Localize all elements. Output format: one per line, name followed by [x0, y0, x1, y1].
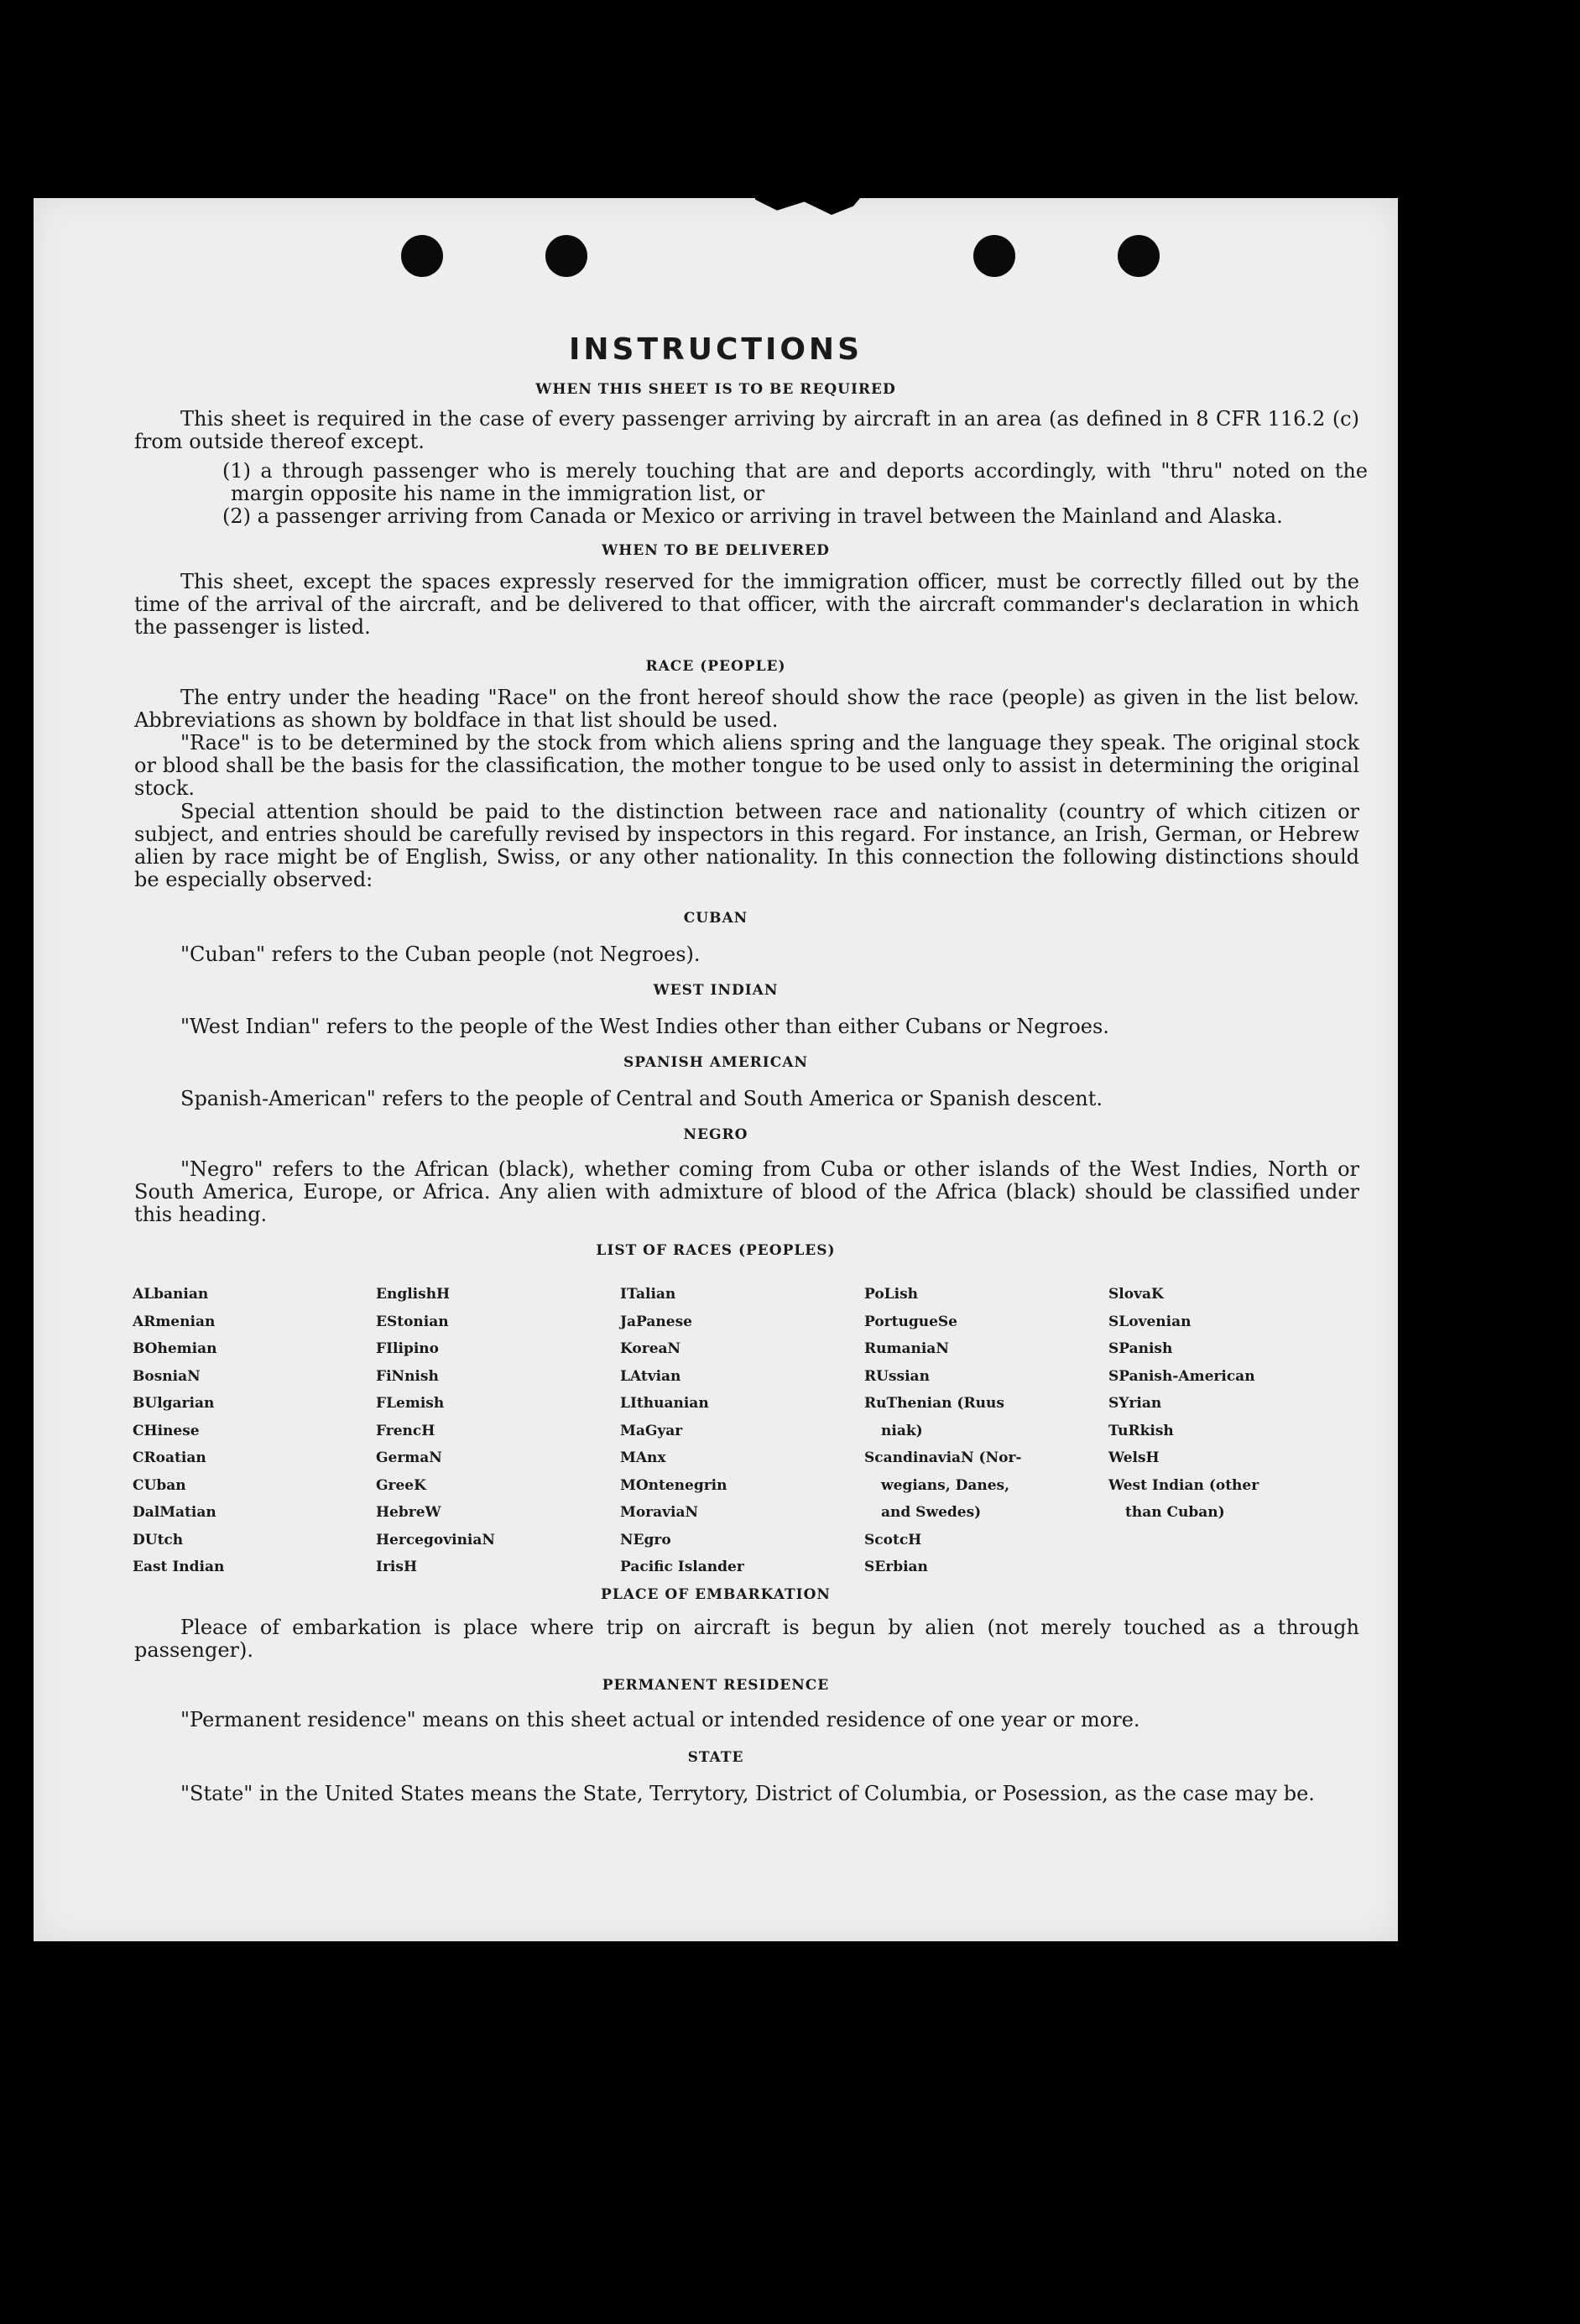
- para-residence: "Permanent residence" means on this sheet actual or intended residence of one year or more.: [180, 1708, 1140, 1731]
- document-sheet: [34, 198, 1398, 1941]
- race-entry: East Indian: [133, 1559, 225, 1575]
- race-entry: IrisH: [376, 1559, 417, 1575]
- race-entry: DalMatian: [133, 1504, 216, 1521]
- race-entry: LAtvian: [620, 1367, 681, 1385]
- race-entry: and Swedes): [881, 1504, 982, 1521]
- race-entry: DUtch: [133, 1531, 184, 1548]
- heading-spanish-american: SPANISH AMERICAN: [623, 1054, 809, 1071]
- race-entry: WelsH: [1108, 1449, 1160, 1466]
- punch-hole: [401, 235, 443, 277]
- race-entry: FiNnish: [376, 1367, 439, 1385]
- para-spanish-american: Spanish-American" refers to the people of Central and South America or Spanish descent.: [180, 1087, 1103, 1110]
- race-entry: GermaN: [376, 1449, 442, 1466]
- heading-when-delivered: WHEN TO BE DELIVERED: [602, 542, 830, 559]
- race-entry: LIthuanian: [620, 1395, 709, 1412]
- race-entry: BOhemian: [133, 1340, 217, 1357]
- race-entry: ScandinaviaN (Nor-: [864, 1449, 1022, 1466]
- document-title: INSTRUCTIONS: [569, 332, 863, 367]
- race-entry: SPanish-American: [1108, 1367, 1255, 1385]
- race-entry: wegians, Danes,: [881, 1476, 1009, 1494]
- heading-negro: NEGRO: [683, 1126, 748, 1143]
- race-entry: niak): [881, 1422, 923, 1439]
- race-entry: RumaniaN: [864, 1340, 949, 1357]
- race-entry: Pacific Islander: [620, 1559, 744, 1575]
- para-race-2: "Race" is to be determined by the stock from which aliens spring and the language they speak. The original stock or blood shall be the basis for the classification, the mother tongue to be used only to assist in determining the original stock.: [134, 731, 1359, 800]
- race-entry: ALbanian: [133, 1286, 209, 1303]
- race-entry: EnglishH: [376, 1286, 451, 1303]
- race-entry: RUssian: [864, 1367, 930, 1385]
- punch-hole: [1118, 235, 1160, 277]
- race-entry: KoreaN: [620, 1340, 681, 1357]
- race-entry: BosniaN: [133, 1367, 201, 1385]
- race-entry: GreeK: [376, 1476, 426, 1494]
- heading-state: STATE: [687, 1749, 744, 1766]
- race-entry: HercegoviniaN: [376, 1531, 495, 1548]
- para-race-3: Special attention should be paid to the distinction between race and nationality (country of which citizen or subject, and entries should be carefully revised by inspectors in this regard. For instance, an Irish, German, or Hebrew alien by race might be of English, Swiss, or any other nationality. In this connection the following distinctions should be especially observed:: [134, 800, 1359, 891]
- para-embarkation: Pleace of embarkation is place where trip on aircraft is begun by alien (not merely touched as a through passenger).: [134, 1616, 1359, 1662]
- race-entry: JaPanese: [620, 1313, 692, 1330]
- para-item-1: (1) a through passenger who is merely touching that are and deports accordingly, with "thru" noted on the margin opposite his name in the immigration list, or: [222, 459, 1368, 505]
- race-entry: MOntenegrin: [620, 1476, 727, 1494]
- race-entry: ScotcH: [864, 1531, 922, 1548]
- race-entry: PoLish: [864, 1286, 919, 1303]
- heading-residence: PERMANENT RESIDENCE: [602, 1677, 830, 1694]
- race-entry: FLemish: [376, 1395, 445, 1412]
- race-entry: SErbian: [864, 1559, 928, 1575]
- heading-west-indian: WEST INDIAN: [653, 982, 779, 999]
- para-cuban: "Cuban" refers to the Cuban people (not Negroes).: [180, 943, 701, 966]
- heading-cuban: CUBAN: [683, 910, 748, 927]
- para-item-2: (2) a passenger arriving from Canada or Mexico or arriving in travel between the Mainland and Alaska.: [222, 504, 1283, 528]
- race-entry: CUban: [133, 1476, 186, 1494]
- punch-hole: [973, 235, 1015, 277]
- race-column: [1108, 1281, 1343, 1527]
- race-entry: RuThenian (Ruus: [864, 1395, 1004, 1412]
- heading-when-required: WHEN THIS SHEET IS TO BE REQUIRED: [535, 381, 896, 398]
- race-entry: FrencH: [376, 1422, 435, 1439]
- race-column: [133, 1281, 368, 1581]
- race-entry: SlovaK: [1108, 1286, 1164, 1303]
- race-entry: MoraviaN: [620, 1504, 699, 1521]
- race-entry: EStonian: [376, 1313, 449, 1330]
- race-entry: ITalian: [620, 1286, 676, 1303]
- torn-edge: [755, 193, 864, 215]
- race-entry: ARmenian: [133, 1313, 216, 1330]
- race-entry: MAnx: [620, 1449, 666, 1466]
- heading-race-list: LIST OF RACES (PEOPLES): [596, 1242, 836, 1259]
- race-entry: MaGyar: [620, 1422, 683, 1439]
- race-entry: NEgro: [620, 1531, 671, 1548]
- race-column: [864, 1281, 1099, 1581]
- race-entry: than Cuban): [1125, 1504, 1225, 1521]
- para-negro: "Negro" refers to the African (black), whether coming from Cuba or other islands of the West Indies, North or South America, Europe, or Africa. Any alien with admixture of blood of the Africa (black) should be classified under this heading.: [134, 1157, 1359, 1226]
- race-entry: TuRkish: [1108, 1422, 1174, 1439]
- race-entry: West Indian (other: [1108, 1476, 1259, 1494]
- race-entry: FIlipino: [376, 1340, 439, 1357]
- para-when-required: This sheet is required in the case of every passenger arriving by aircraft in an area (as defined in 8 CFR 116.2 (c) from outside thereof except.: [134, 407, 1359, 453]
- race-entry: CHinese: [133, 1422, 200, 1439]
- race-entry: SPanish: [1108, 1340, 1173, 1357]
- race-entry: BUlgarian: [133, 1395, 215, 1412]
- heading-race: RACE (PEOPLE): [645, 658, 786, 675]
- heading-embarkation: PLACE OF EMBARKATION: [601, 1586, 831, 1603]
- race-entry: SYrian: [1108, 1395, 1162, 1412]
- race-entry: PortugueSe: [864, 1313, 957, 1330]
- race-column: [376, 1281, 611, 1581]
- punch-hole: [545, 235, 587, 277]
- para-state: "State" in the United States means the State, Terrytory, District of Columbia, or Posession, as the case may be.: [180, 1782, 1315, 1805]
- para-when-delivered: This sheet, except the spaces expressly reserved for the immigration officer, must be correctly filled out by the time of the arrival of the aircraft, and be delivered to that officer, with the aircraft commander's declaration in which the passenger is listed.: [134, 570, 1359, 639]
- race-entry: SLovenian: [1108, 1313, 1192, 1330]
- race-entry: CRoatian: [133, 1449, 206, 1466]
- race-column: [620, 1281, 855, 1581]
- para-race-1: The entry under the heading "Race" on the front hereof should show the race (people) as given in the list below. Abbreviations as shown by boldface in that list should be used.: [134, 686, 1359, 732]
- para-west-indian: "West Indian" refers to the people of the West Indies other than either Cubans or Negroes.: [180, 1015, 1109, 1038]
- race-entry: HebreW: [376, 1504, 441, 1521]
